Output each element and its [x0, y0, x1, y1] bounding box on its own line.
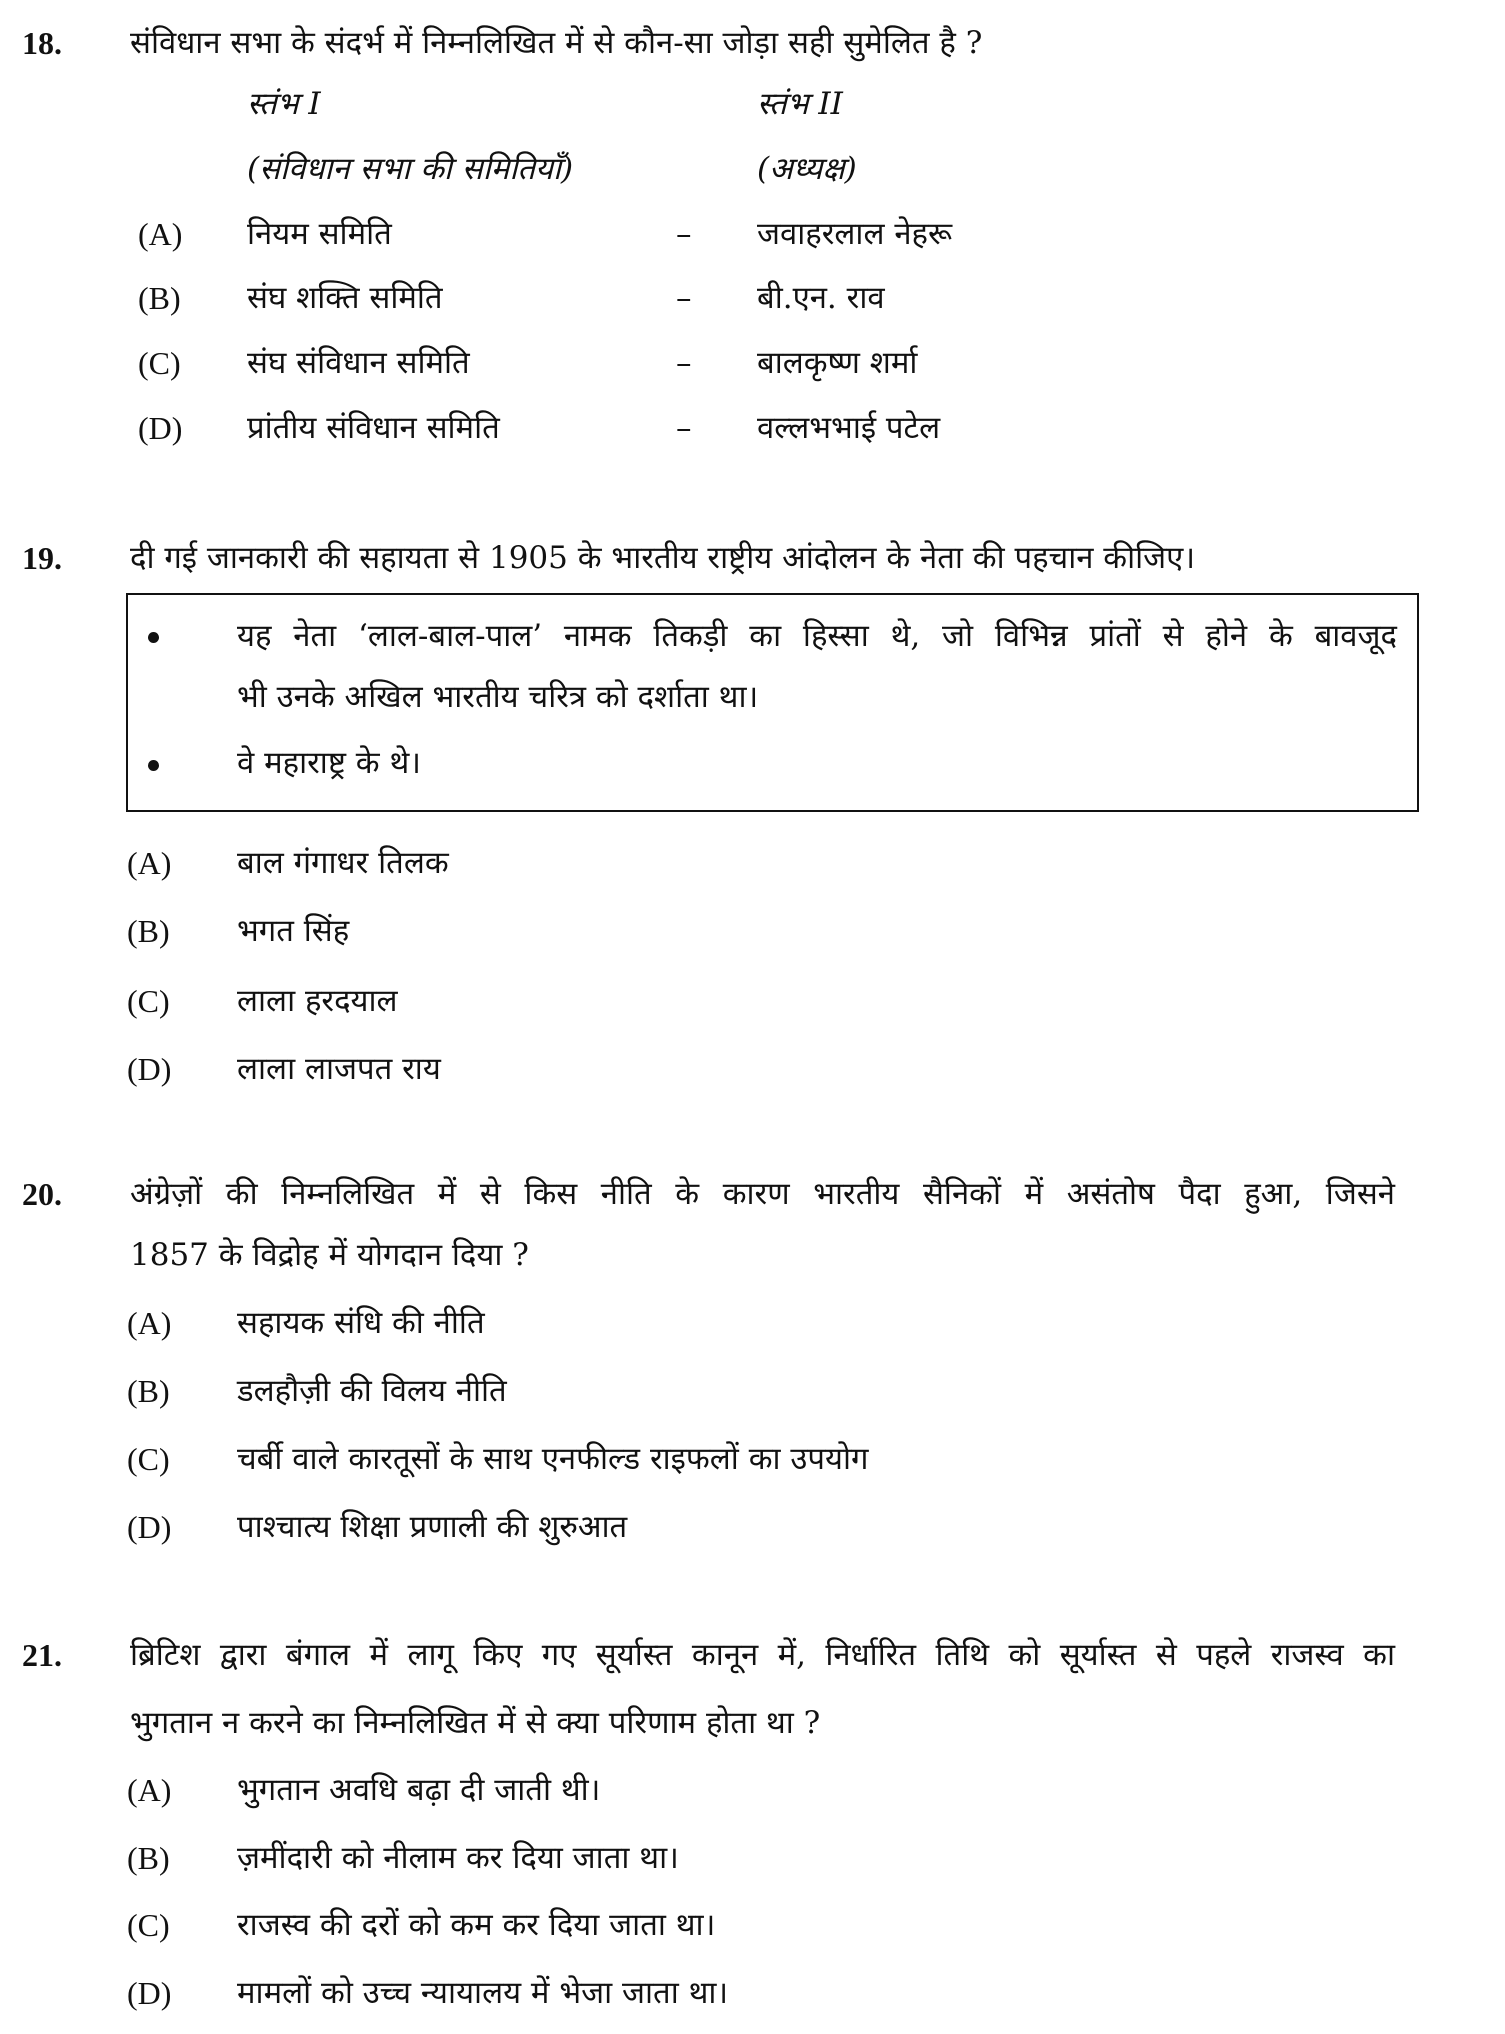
- bullet-text: भी उनके अखिल भारतीय चरित्र को दर्शाता था।: [237, 679, 759, 715]
- column-2-header: स्तंभ II: [757, 86, 843, 122]
- question-number: 18.: [22, 25, 62, 61]
- match-right: वल्लभभाई पटेल: [757, 410, 941, 446]
- option-label: (B): [138, 280, 181, 316]
- question-number: 19.: [22, 540, 62, 576]
- option-text: बाल गंगाधर तिलक: [237, 845, 449, 881]
- option-label: (D): [138, 410, 183, 446]
- option-text: ज़मींदारी को नीलाम कर दिया जाता था।: [237, 1840, 679, 1876]
- bullet-icon: [148, 760, 159, 771]
- question-text: अंग्रेज़ों की निम्नलिखित में से किस नीति के कारण भारतीय सैनिकों में असंतोष पैदा हुआ, जिसने: [130, 1176, 1395, 1212]
- question-text: दी गई जानकारी की सहायता से 1905 के भारतीय राष्ट्रीय आंदोलन के नेता की पहचान कीजिए।: [130, 540, 1196, 576]
- question-text: 1857 के विद्रोह में योगदान दिया ?: [130, 1237, 529, 1273]
- match-dash: –: [676, 345, 692, 381]
- option-label: (C): [127, 983, 170, 1019]
- option-label: (D): [127, 1509, 172, 1545]
- option-label: (C): [127, 1907, 170, 1943]
- bullet-text: वे महाराष्ट्र के थे।: [237, 745, 422, 781]
- question-text: संविधान सभा के संदर्भ में निम्नलिखित में से कौन-सा जोड़ा सही सुमेलित है ?: [130, 25, 983, 61]
- bullet-icon: [148, 632, 159, 643]
- bullet-text: यह नेता ‘लाल-बाल-पाल’ नामक तिकड़ी का हिस्सा थे, जो विभिन्न प्रांतों से होने के बावजूद: [237, 618, 1397, 654]
- match-left: संघ संविधान समिति: [247, 345, 470, 381]
- match-dash: –: [676, 410, 692, 446]
- option-text: भुगतान अवधि बढ़ा दी जाती थी।: [237, 1772, 601, 1808]
- option-text: लाला हरदयाल: [237, 983, 398, 1019]
- match-dash: –: [676, 280, 692, 316]
- column-1-subheader: (संविधान सभा की समितियाँ): [247, 151, 574, 187]
- option-label: (D): [127, 1975, 172, 2011]
- option-label: (B): [127, 913, 170, 949]
- option-label: (A): [127, 1772, 172, 1808]
- question-number: 21.: [22, 1637, 62, 1673]
- option-text: लाला लाजपत राय: [237, 1051, 441, 1087]
- option-label: (C): [127, 1441, 170, 1477]
- column-2-subheader: (अध्यक्ष): [757, 151, 857, 187]
- option-label: (A): [127, 845, 172, 881]
- column-1-header: स्तंभ I: [247, 86, 321, 122]
- match-right: बालकृष्ण शर्मा: [757, 345, 918, 381]
- option-text: सहायक संधि की नीति: [237, 1305, 485, 1341]
- option-text: डलहौज़ी की विलय नीति: [237, 1373, 507, 1409]
- option-label: (B): [127, 1373, 170, 1409]
- option-text: चर्बी वाले कारतूसों के साथ एनफील्ड राइफलों का उपयोग: [237, 1441, 869, 1477]
- option-text: राजस्व की दरों को कम कर दिया जाता था।: [237, 1907, 716, 1943]
- option-label: (A): [127, 1305, 172, 1341]
- option-label: (D): [127, 1051, 172, 1087]
- question-text: भुगतान न करने का निम्नलिखित में से क्या परिणाम होता था ?: [130, 1705, 821, 1741]
- match-left: प्रांतीय संविधान समिति: [247, 410, 500, 446]
- match-left: संघ शक्ति समिति: [247, 280, 443, 316]
- option-label: (C): [138, 345, 181, 381]
- question-text: ब्रिटिश द्वारा बंगाल में लागू किए गए सूर्यास्त कानून में, निर्धारित तिथि को सूर्यास्त से पहले राजस्व का: [130, 1637, 1395, 1673]
- option-label: (A): [138, 216, 183, 252]
- match-right: बी.एन. राव: [757, 280, 885, 316]
- question-number: 20.: [22, 1176, 62, 1212]
- match-left: नियम समिति: [247, 216, 392, 252]
- match-dash: –: [676, 216, 692, 252]
- option-text: भगत सिंह: [237, 913, 350, 949]
- option-text: मामलों को उच्च न्यायालय में भेजा जाता था।: [237, 1975, 729, 2011]
- option-label: (B): [127, 1840, 170, 1876]
- match-right: जवाहरलाल नेहरू: [757, 216, 953, 252]
- option-text: पाश्चात्य शिक्षा प्रणाली की शुरुआत: [237, 1509, 628, 1545]
